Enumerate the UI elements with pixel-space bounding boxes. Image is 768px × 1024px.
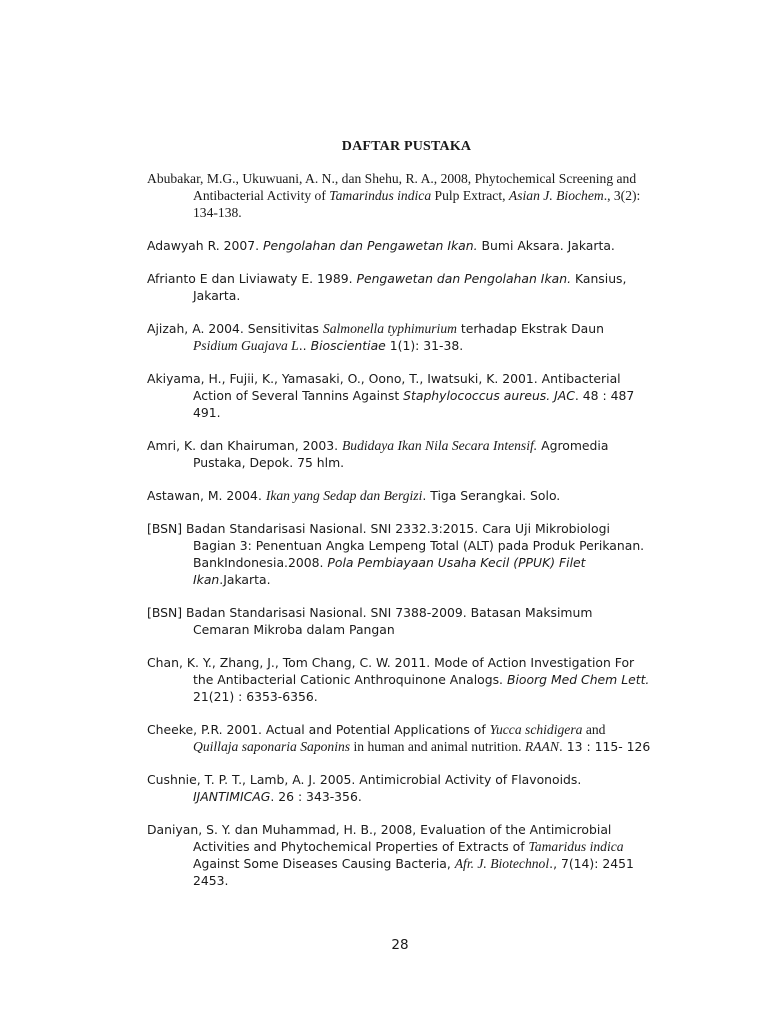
reference-entry [147, 604, 652, 638]
reference-text: Ajizah, A. 2004. Sensitivitas [147, 321, 323, 336]
reference-entry [147, 654, 652, 705]
reference-entry [147, 320, 652, 354]
reference-text: 1(1): 31-38. [385, 338, 464, 353]
reference-text: 21(21) : 6353-6356. [193, 689, 318, 704]
reference-text: Agromedia Pustaka, Depok. 75 hlm. [193, 438, 609, 470]
reference-italic-text: RAAN [524, 739, 559, 754]
reference-italic-text: IJANTIMICAG [193, 789, 271, 804]
reference-entry [147, 170, 652, 221]
reference-text: Adawyah R. 2007. [147, 238, 264, 253]
reference-italic-text: Psidium Guajava L [193, 338, 299, 353]
reference-text: . 13 : 115- 126 [558, 739, 651, 754]
reference-text: Pulp Extract, [431, 188, 509, 203]
reference-text: Chan, K. Y., Zhang, J., Tom Chang, C. W. 2011. Mode of Action Investigation For the Antibacterial Cationic Anthroquinone Analogs. [147, 655, 635, 687]
reference-italic-text: Asian J. Biochem [508, 188, 604, 203]
reference-text: Against Some Diseases Causing Bacteria, [193, 856, 455, 871]
reference-entry [147, 270, 652, 304]
reference-text: Abubakar, M.G., Ukuwuani, A. N., dan Shehu, R. A., 2008, Phytochemical Screening and Antibacterial Activity of [147, 171, 637, 203]
reference-text: Afrianto E dan Liviawaty E. 1989. [147, 271, 357, 286]
reference-entry [147, 821, 652, 889]
reference-entry [147, 437, 652, 471]
reference-text: Bumi Aksara. Jakarta. [477, 238, 615, 253]
reference-text: Kansius, Jakarta. [193, 271, 627, 303]
reference-italic-text: Pola Pembiayaan Usaha Kecil (PPUK) Filet Ikan [193, 555, 586, 587]
reference-text: ., 7(14): 2451 2453. [193, 856, 634, 888]
reference-text: .Jakarta. [219, 572, 271, 587]
reference-text: Astawan, M. 2004. [147, 488, 266, 503]
reference-italic-text: Tamarindus indica [329, 188, 432, 203]
reference-entry [147, 771, 652, 805]
reference-italic-text: Bioorg Med Chem Lett. [506, 672, 650, 687]
reference-italic-text: Pengolahan dan Pengawetan Ikan. [263, 238, 478, 253]
page-number: 28 [391, 937, 409, 953]
reference-text: [BSN] Badan Standarisasi Nasional. SNI 2332.3:2015. Cara Uji Mikrobiologi Bagian 3: Penentuan Angka Lempeng Total (ALT) pada Produk Perikanan. BankIndonesia.2008. [147, 521, 645, 570]
reference-italic-text: Afr. J. Biotechnol [454, 856, 550, 871]
reference-text: Cheeke, P.R. 2001. Actual and Potential Applications of [147, 722, 490, 737]
reference-entry [147, 370, 652, 421]
reference-text: . 26 : 343-356. [270, 789, 362, 804]
reference-text: ., 3(2): 134-138. [193, 188, 641, 220]
page-title: DAFTAR PUSTAKA [341, 139, 472, 154]
reference-text: Daniyan, S. Y. dan Muhammad, H. B., 2008, Evaluation of the Antimicrobial Activities and Phytochemical Properties of Extracts of [147, 822, 612, 854]
reference-entry [147, 487, 652, 504]
reference-italic-text: Yucca schidigera [489, 722, 583, 737]
reference-text: .. [298, 338, 311, 353]
reference-text: . Tiga Serangkai. Solo. [422, 488, 561, 503]
reference-italic-text: Pengawetan dan Pengolahan Ikan. [356, 271, 572, 286]
reference-italic-text: Salmonella typhimurium [322, 321, 457, 336]
reference-text: [BSN] Badan Standarisasi Nasional. SNI 7388-2009. Batasan Maksimum Cemaran Mikroba dalam Pangan [147, 605, 593, 637]
reference-italic-text: Ikan yang Sedap dan Bergizi [265, 488, 423, 503]
reference-italic-text: Budidaya Ikan Nila Secara Intensif. [341, 438, 538, 453]
reference-italic-text: Tamaridus indica [528, 839, 624, 854]
reference-text: Amri, K. dan Khairuman, 2003. [147, 438, 342, 453]
reference-text: Akiyama, H., Fujii, K., Yamasaki, O., Oono, T., Iwatsuki, K. 2001. Antibacterial Action of Several Tannins Against [147, 371, 621, 403]
reference-italic-text: Quillaja saponaria Saponins [193, 739, 351, 754]
reference-italic-text: Staphylococcus aureus. JAC [403, 388, 575, 403]
reference-list [147, 170, 652, 905]
reference-text: Cushnie, T. P. T., Lamb, A. J. 2005. Antimicrobial Activity of Flavonoids. [147, 772, 582, 787]
reference-entry [147, 721, 652, 755]
reference-entry [147, 520, 652, 588]
reference-text: in human and animal nutrition. [350, 739, 525, 754]
reference-text: and [582, 722, 606, 737]
reference-entry [147, 237, 652, 254]
reference-text: terhadap Ekstrak Daun [456, 321, 604, 336]
reference-italic-text: Bioscientiae [310, 338, 386, 353]
reference-text: . 48 : 487 491. [193, 388, 635, 420]
